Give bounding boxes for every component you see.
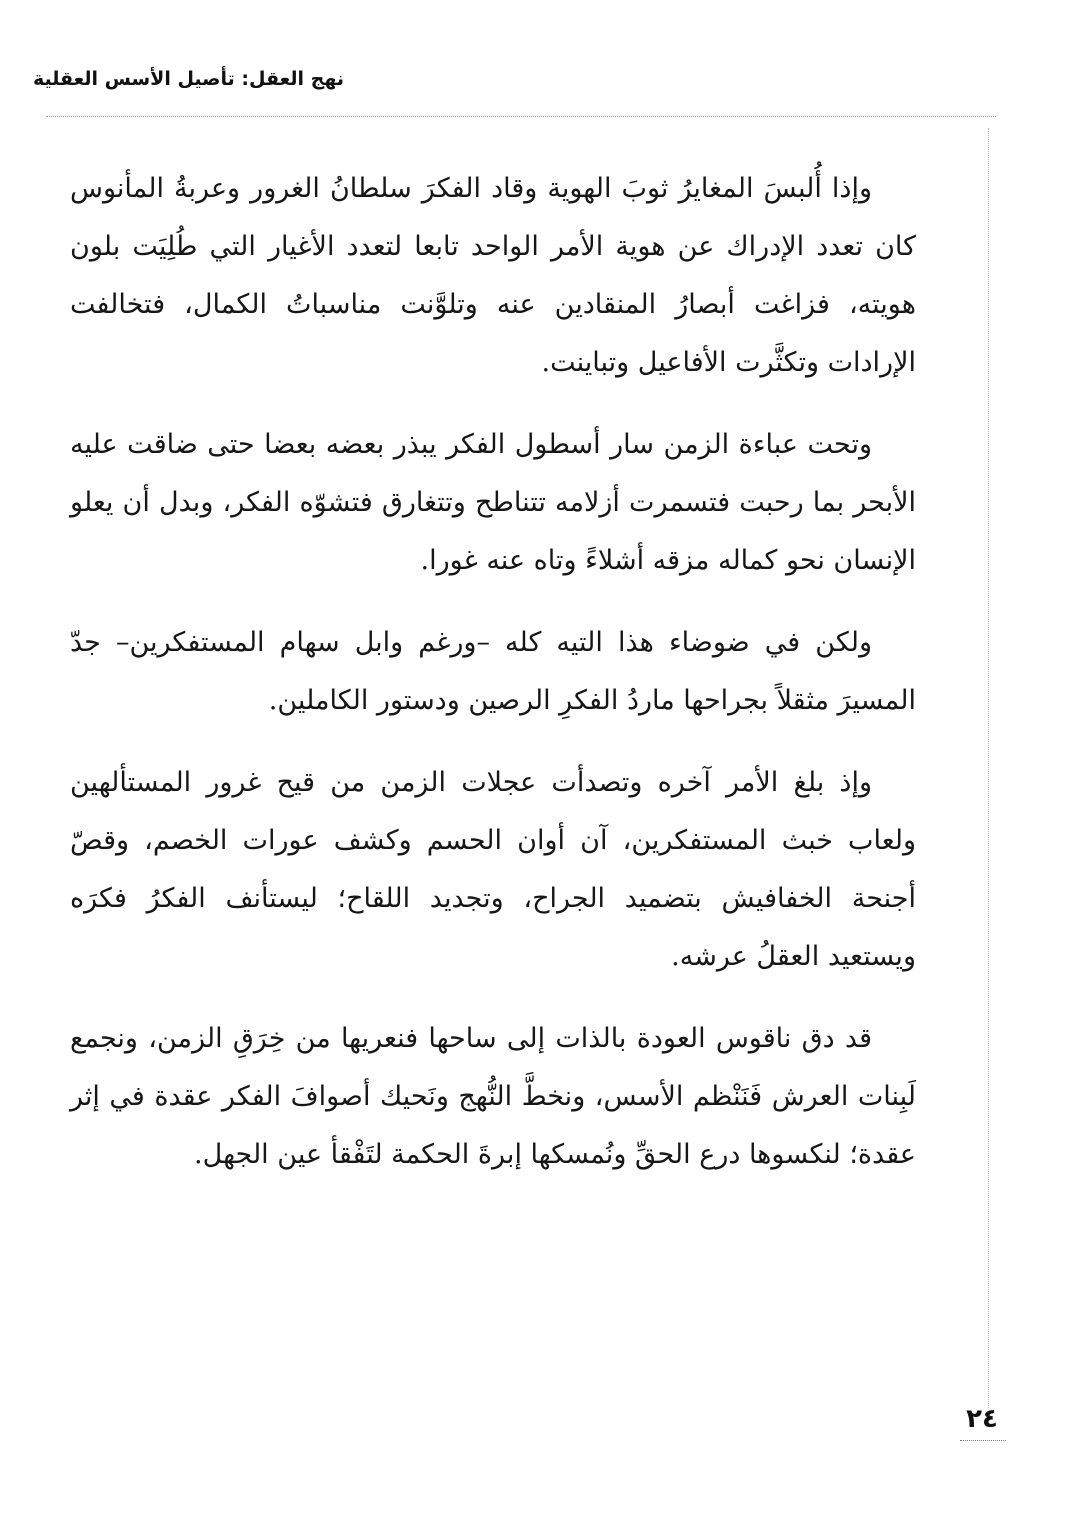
header-divider (46, 116, 996, 117)
running-header-title: نهج العقل: تأصيل الأسس العقلية (32, 68, 344, 90)
margin-divider (988, 128, 989, 1408)
paragraph-1: وإذا أُلبسَ المغايرُ ثوبَ الهوية وقاد الفكرَ سلطانُ الغرور وعربةُ المأنوس كان تعدد الإدراك عن هوية الأمر الواحد تابعا لتعدد الأغيار التي طُلِيَت بلون هويته، فزاغت أبصارُ المنقادين عنه وتلوَّنت مناسباتُ الكمال، فتخالفت الإرادات وتكثَّرت الأفاعيل وتباينت. (70, 173, 916, 378)
body-text (70, 160, 916, 1208)
page-number: ٢٤ (966, 1404, 998, 1434)
paragraph-3: ولكن في ضوضاء هذا التيه كله –ورغم وابل سهام المستفكرين– جدّ المسيرَ مثقلاً بجراحها ماردُ الفكرِ الرصين ودستور الكاملين. (70, 627, 916, 716)
paragraph-2: وتحت عباءة الزمن سار أسطول الفكر يبذر بعضه بعضا حتى ضاقت عليه الأبحر بما رحبت فتسمرت أزلامه تتناطح وتتغارق فتشوّه الفكر، وبدل أن يعلو الإنسان نحو كماله مزقه أشلاءً وتاه عنه غورا. (70, 429, 916, 576)
paragraph-4: وإذ بلغ الأمر آخره وتصدأت عجلات الزمن من قيح غرور المستألهين ولعاب خبث المستفكرين، آن أوان الحسم وكشف عورات الخصم، وقصّ أجنحة الخفافيش بتضميد الجراح، وتجديد اللقاح؛ ليستأنف الفكرُ فكرَه ويستعيد العقلُ عرشه. (70, 767, 916, 972)
paragraph-5: قد دق ناقوس العودة بالذات إلى ساحها فنعريها من خِرَقِ الزمن، ونجمع لَبِنات العرش فَنَنْظم الأسس، ونخطَّ النُّهج ونَحيك أصوافَ الفكر عقدة في إثر عقدة؛ لنكسوها درع الحقِّ ونُمسكها إبرةَ الحكمة لتَفْقأ عين الجهل. (70, 1023, 916, 1170)
page-number-divider (960, 1440, 1006, 1441)
